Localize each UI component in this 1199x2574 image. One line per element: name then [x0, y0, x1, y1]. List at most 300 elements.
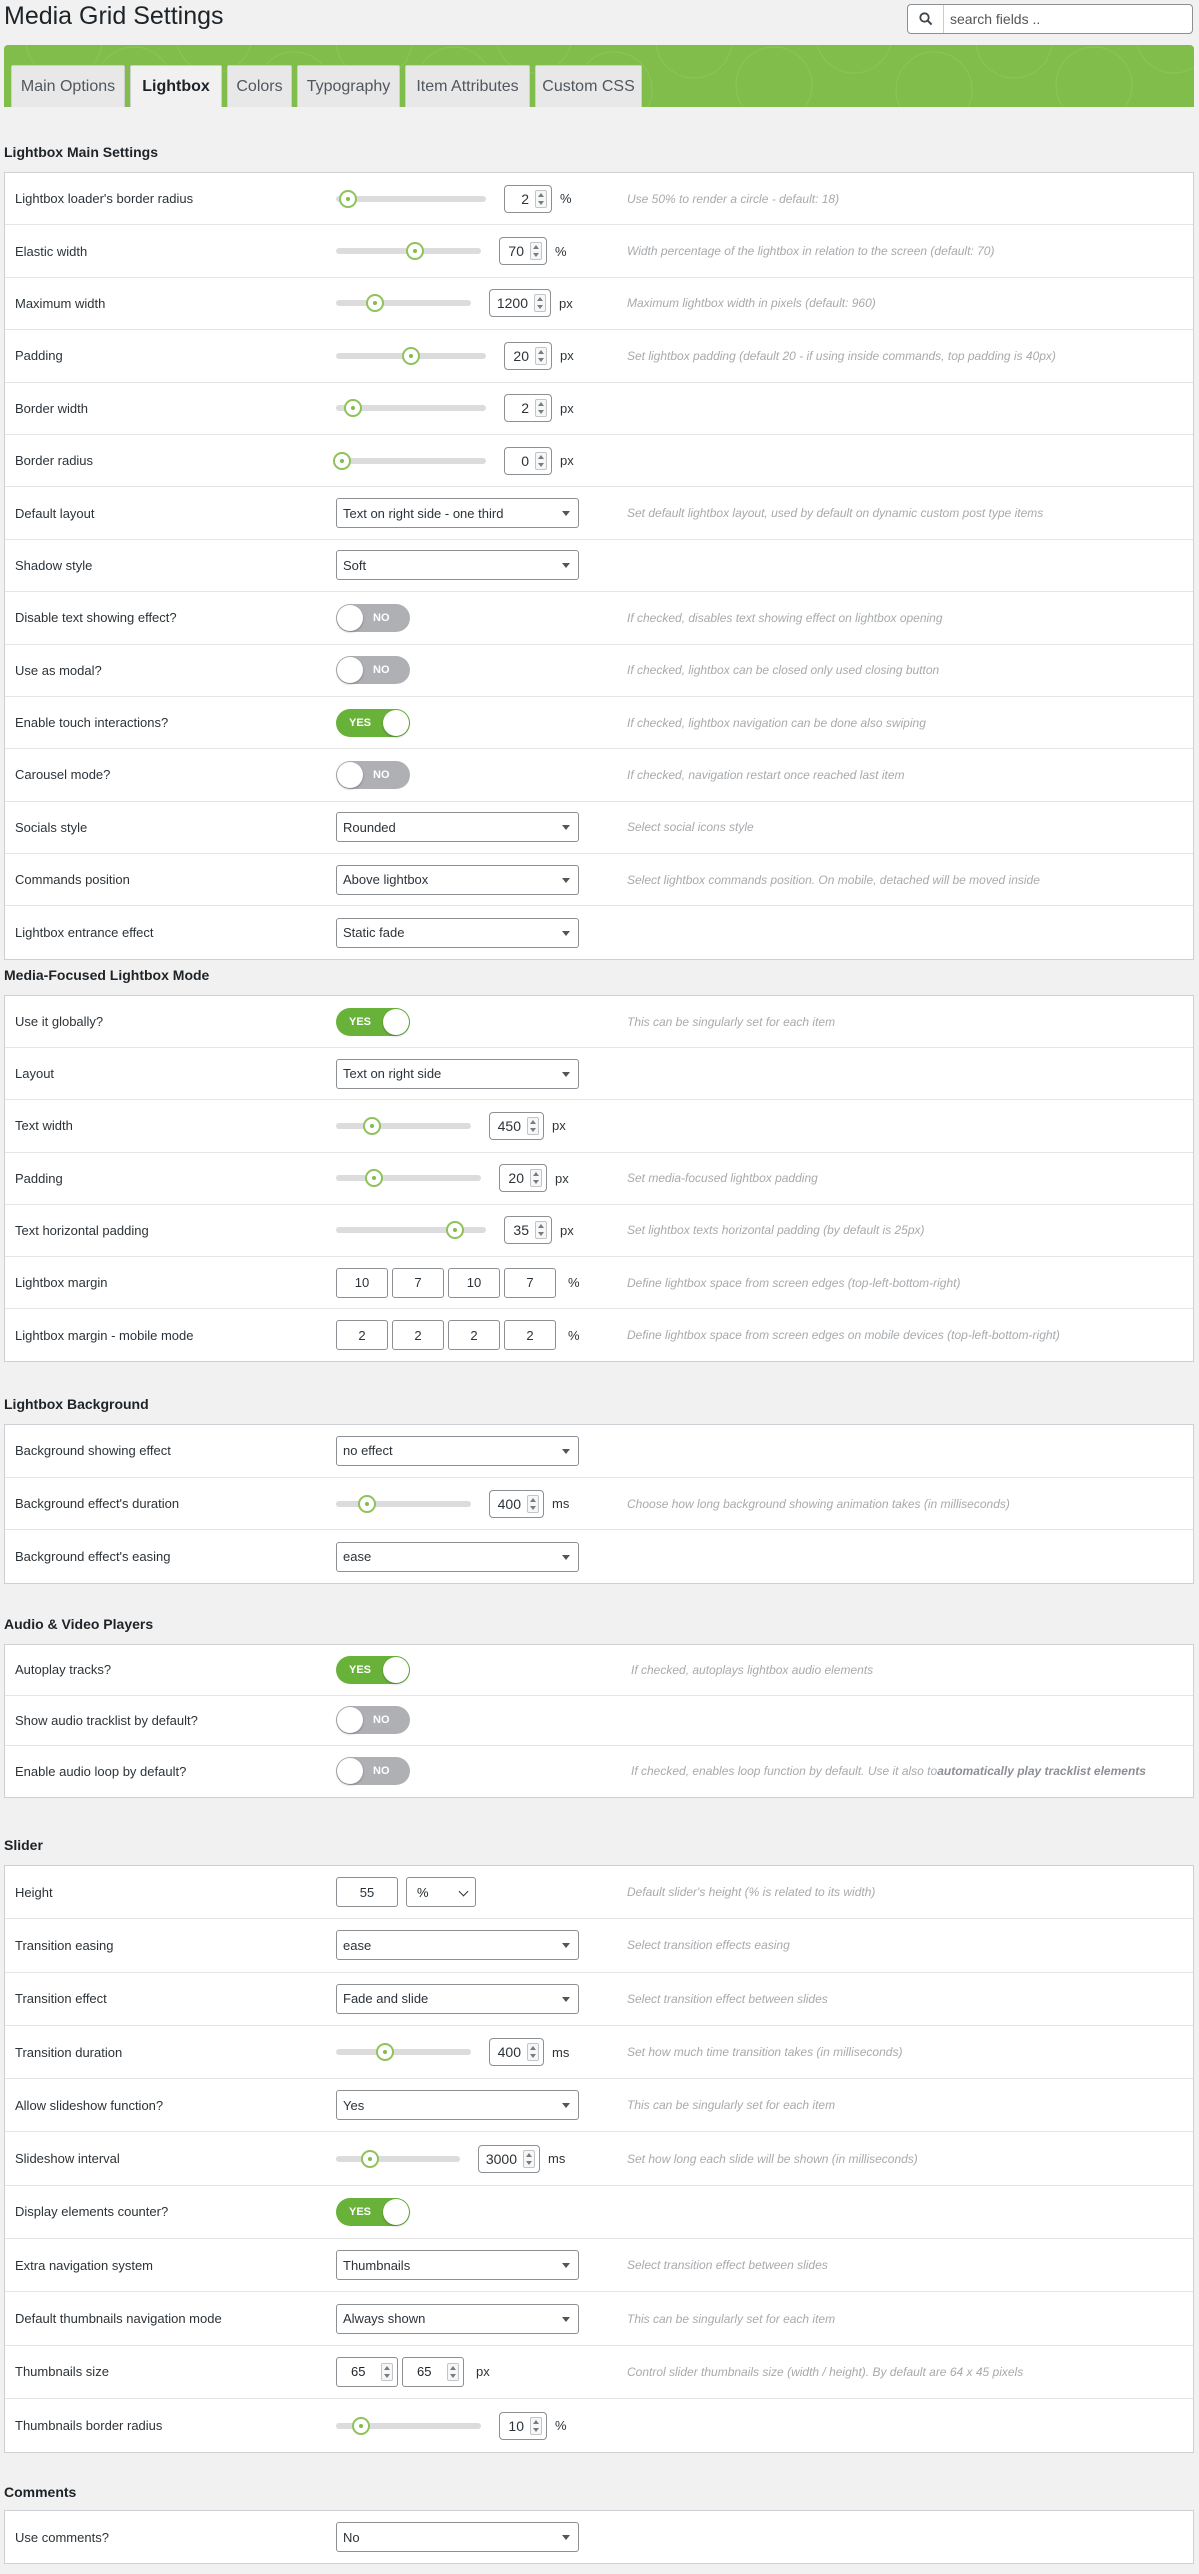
setting-label: Use comments?	[15, 2529, 109, 2545]
hint-text: Default slider's height (% is related to its width)	[627, 1885, 876, 1900]
setting-hint	[627, 1257, 961, 1308]
setting-row-extra-navigation-system	[5, 2239, 1193, 2292]
settings-panel	[4, 1424, 1194, 1584]
unit-label: ms	[552, 2044, 570, 2060]
setting-label: Disable text showing effect?	[15, 610, 177, 626]
setting-label: Commands position	[15, 872, 130, 888]
setting-label: Border radius	[15, 453, 94, 469]
hint-text: If checked, autoplays lightbox audio elements	[631, 1662, 874, 1677]
setting-hint	[627, 330, 1056, 381]
setting-label: Border width	[15, 400, 88, 416]
hint-text: If checked, lightbox navigation can be done also swiping	[627, 715, 926, 730]
slider-handle[interactable]	[339, 190, 357, 208]
setting-row-use-as-modal	[5, 645, 1193, 697]
setting-label: Thumbnails size	[15, 2364, 109, 2380]
number-input[interactable]: 450	[489, 1112, 544, 1140]
hint-text: Set how long each slide will be shown (in milliseconds)	[627, 2151, 918, 2166]
select-field[interactable]: ease	[336, 1542, 579, 1572]
number-input[interactable]: 20	[499, 1164, 547, 1192]
section-title: Comments	[4, 2484, 77, 2500]
slider-track[interactable]	[336, 1123, 471, 1129]
setting-row-lightbox-margin-mobile-mode	[5, 1309, 1193, 1361]
setting-control	[336, 1309, 580, 1361]
setting-hint	[627, 1205, 925, 1256]
setting-control	[336, 1478, 569, 1530]
setting-row-lightbox-margin	[5, 1257, 1193, 1309]
setting-row-background-effect-s-duration	[5, 1478, 1193, 1531]
setting-label: Height	[15, 1884, 53, 1900]
hint-text: Set default lightbox layout, used by default on dynamic custom post type items	[627, 506, 1044, 521]
setting-row-thumbnails-size	[5, 2346, 1193, 2399]
setting-control	[336, 1645, 410, 1695]
hint-text: Set lightbox texts horizontal padding (by default is 25px)	[627, 1223, 925, 1238]
slider-track[interactable]	[336, 458, 486, 464]
hint-text: Maximum lightbox width in pixels (default: 960)	[627, 296, 876, 311]
setting-control	[336, 749, 410, 800]
number-input[interactable]: 35	[504, 1216, 552, 1244]
slider-track[interactable]	[336, 2156, 460, 2162]
setting-label: Transition easing	[15, 1937, 114, 1953]
setting-hint	[627, 2239, 828, 2291]
setting-hint	[627, 802, 754, 853]
unit-label: px	[560, 400, 574, 416]
setting-hint	[627, 1309, 1060, 1361]
setting-row-background-effect-s-easing	[5, 1530, 1193, 1583]
toggle-state: NO	[373, 1765, 390, 1778]
select-field[interactable]: no effect	[336, 1436, 579, 1466]
hint-text: Choose how long background showing animation takes (in milliseconds)	[627, 1496, 1010, 1511]
setting-control	[336, 487, 579, 538]
hint-text: Select social icons style	[627, 820, 754, 835]
unit-label: ms	[548, 2151, 566, 2167]
setting-control	[336, 2511, 579, 2563]
setting-row-text-width	[5, 1100, 1193, 1152]
setting-row-socials-style	[5, 802, 1193, 854]
select-field[interactable]: Text on right side	[336, 1059, 579, 1089]
setting-label: Transition duration	[15, 2044, 123, 2060]
number-input[interactable]: 400	[489, 2038, 544, 2066]
select-field[interactable]: Static fade	[336, 918, 579, 948]
setting-control	[336, 645, 410, 696]
slider-track[interactable]	[336, 300, 471, 306]
hint-text: Set how much time transition takes (in milliseconds)	[627, 2045, 903, 2060]
margin-input-left[interactable]: 7	[392, 1268, 444, 1298]
setting-row-enable-touch-interactions	[5, 697, 1193, 749]
setting-hint	[627, 2026, 902, 2078]
toggle-knob	[337, 605, 363, 631]
setting-hint	[627, 278, 876, 329]
toggle-knob	[383, 2199, 409, 2225]
spinner-icon[interactable]	[527, 2043, 539, 2061]
hint-text: This can be singularly set for each item	[627, 2311, 836, 2326]
setting-row-lightbox-loader-s-border-radius	[5, 173, 1193, 225]
hint-text: This can be singularly set for each item	[627, 1014, 836, 1029]
setting-control	[336, 1205, 574, 1256]
toggle-state: NO	[373, 1714, 390, 1727]
toggle-switch[interactable]	[336, 709, 410, 737]
setting-row-enable-audio-loop-by-default	[5, 1746, 1193, 1797]
margin-input-right[interactable]: 7	[504, 1268, 556, 1298]
setting-control	[336, 802, 579, 853]
setting-row-maximum-width	[5, 278, 1193, 330]
setting-label: Padding	[15, 1170, 63, 1186]
setting-label: Background showing effect	[15, 1443, 171, 1459]
setting-label: Socials style	[15, 819, 88, 835]
spinner-icon[interactable]	[535, 190, 547, 208]
spinner-icon[interactable]	[535, 1221, 547, 1239]
setting-row-allow-slideshow-function	[5, 2079, 1193, 2132]
toggle-switch[interactable]	[336, 2198, 410, 2226]
setting-control	[336, 2292, 579, 2344]
number-input[interactable]: 400	[489, 1490, 544, 1518]
section-title: Lightbox Main Settings	[4, 144, 158, 160]
setting-label: Slideshow interval	[15, 2151, 120, 2167]
setting-row-shadow-style	[5, 540, 1193, 592]
setting-row-border-width	[5, 383, 1193, 435]
spinner-icon[interactable]	[523, 2150, 535, 2168]
toggle-knob	[337, 1758, 363, 1784]
setting-control	[336, 278, 573, 329]
setting-label: Layout	[15, 1066, 55, 1082]
unit-label: px	[552, 1118, 566, 1134]
tab-bar	[4, 45, 1194, 107]
spinner-icon[interactable]	[530, 2417, 542, 2435]
setting-row-background-showing-effect	[5, 1425, 1193, 1478]
setting-control	[336, 1866, 476, 1918]
setting-label: Padding	[15, 348, 63, 364]
number-input[interactable]: 0	[504, 447, 552, 475]
setting-control	[336, 1746, 410, 1797]
page-title: Media Grid Settings	[4, 2, 224, 30]
tab-lightbox[interactable]: Lightbox	[130, 65, 222, 107]
unit-label: px	[559, 295, 573, 311]
setting-label: Carousel mode?	[15, 767, 111, 783]
search-input[interactable]	[950, 10, 1180, 28]
toggle-switch[interactable]	[336, 1706, 410, 1734]
setting-label: Shadow style	[15, 557, 93, 573]
hint-text: Select transition effect between slides	[627, 2258, 828, 2273]
setting-control	[336, 1100, 566, 1151]
setting-hint	[631, 1645, 873, 1695]
margin-input-top[interactable]: 10	[336, 1268, 388, 1298]
setting-hint	[627, 996, 835, 1047]
settings-panel	[4, 172, 1194, 960]
thumb-height-input[interactable]	[402, 2357, 464, 2387]
setting-hint	[627, 1478, 1010, 1530]
setting-control	[336, 435, 574, 486]
hint-text: If checked, enables loop function by default. Use it also to	[631, 1764, 938, 1779]
section-title: Audio & Video Players	[4, 1616, 154, 1632]
slider-handle[interactable]	[366, 294, 384, 312]
setting-hint	[627, 487, 1043, 538]
number-input[interactable]: 1200	[489, 289, 551, 317]
tab-custom-css[interactable]: Custom CSS	[535, 65, 642, 107]
slider-track[interactable]	[336, 1501, 471, 1507]
toggle-switch[interactable]	[336, 656, 410, 684]
hint-text: Set lightbox padding (default 20 - if using inside commands, top padding is 40px)	[627, 348, 1056, 363]
unit-label: px	[476, 2364, 490, 2380]
setting-label: Default thumbnails navigation mode	[15, 2311, 222, 2327]
setting-hint	[627, 225, 994, 276]
setting-row-disable-text-showing-effect	[5, 592, 1193, 644]
margin-input-bottom[interactable]: 2	[448, 1320, 500, 1350]
setting-label: Lightbox loader's border radius	[15, 191, 194, 207]
spinner-icon[interactable]	[447, 2363, 459, 2381]
tab-main-options[interactable]: Main Options	[11, 65, 125, 107]
hint-text: Select lightbox commands position. On mobile, detached will be moved inside	[627, 872, 1040, 887]
spinner-icon[interactable]	[527, 1117, 539, 1135]
select-field[interactable]: Fade and slide	[336, 1984, 579, 2014]
toggle-switch[interactable]	[336, 604, 410, 632]
setting-control	[336, 1257, 580, 1308]
number-input[interactable]: 2	[504, 185, 552, 213]
setting-hint	[627, 854, 1040, 905]
spinner-icon[interactable]	[535, 347, 547, 365]
hint-text: Define lightbox space from screen edges on mobile devices (top-left-bottom-right)	[627, 1328, 1060, 1343]
number-value: 65	[417, 2364, 432, 2380]
setting-hint	[627, 2346, 1023, 2398]
select-field[interactable]: Above lightbox	[336, 865, 579, 895]
toggle-knob	[337, 762, 363, 788]
slider-track[interactable]	[336, 2423, 481, 2429]
slider-handle[interactable]	[344, 399, 362, 417]
hint-emphasis: automatically play tracklist elements	[937, 1764, 1146, 1779]
setting-hint	[627, 1866, 875, 1918]
unit-label: px	[555, 1170, 569, 1186]
setting-control	[336, 1919, 579, 1971]
setting-label: Text width	[15, 1118, 73, 1134]
toggle-knob	[383, 1009, 409, 1035]
setting-label: Thumbnails border radius	[15, 2418, 163, 2434]
setting-control	[336, 592, 410, 643]
setting-control	[336, 173, 572, 224]
slider-handle[interactable]	[402, 347, 420, 365]
setting-control	[336, 697, 410, 748]
setting-label: Use as modal?	[15, 662, 102, 678]
slider-track[interactable]	[336, 1227, 486, 1233]
margin-input-top[interactable]: 2	[336, 1320, 388, 1350]
toggle-knob	[383, 1657, 409, 1683]
unit-label: px	[560, 453, 574, 469]
slider-track[interactable]	[336, 1175, 481, 1181]
slider-handle[interactable]	[376, 2043, 394, 2061]
setting-label: Elastic width	[15, 243, 88, 259]
setting-control	[336, 330, 574, 381]
setting-label: Lightbox margin - mobile mode	[15, 1327, 194, 1343]
setting-label: Display elements counter?	[15, 2204, 169, 2220]
thumb-width-input[interactable]	[336, 2357, 398, 2387]
setting-control	[336, 854, 579, 905]
section-title: Media-Focused Lightbox Mode	[4, 967, 210, 983]
setting-control	[336, 1048, 579, 1099]
toggle-switch[interactable]	[336, 1656, 410, 1684]
setting-control	[336, 1530, 579, 1583]
unit-label: px	[560, 348, 574, 364]
select-field[interactable]: Rounded	[336, 812, 579, 842]
spinner-icon[interactable]	[530, 1169, 542, 1187]
search-icon[interactable]	[908, 5, 944, 33]
hint-text: Control slider thumbnails size (width / height). By default are 64 x 45 pixels	[627, 2364, 1024, 2379]
setting-label: Background effect's easing	[15, 1549, 171, 1565]
hint-text: Width percentage of the lightbox in relation to the screen (default: 70)	[627, 244, 995, 259]
setting-label: Enable audio loop by default?	[15, 1763, 187, 1779]
spinner-icon[interactable]	[530, 242, 542, 260]
hint-text: If checked, disables text showing effect on lightbox opening	[627, 610, 943, 625]
margin-input-bottom[interactable]: 10	[448, 1268, 500, 1298]
setting-row-commands-position	[5, 854, 1193, 906]
toggle-switch[interactable]	[336, 1008, 410, 1036]
settings-panel	[4, 995, 1194, 1362]
setting-control	[336, 2186, 410, 2238]
height-input[interactable]: 55	[336, 1877, 398, 1907]
setting-label: Maximum width	[15, 295, 106, 311]
spinner-icon[interactable]	[381, 2363, 393, 2381]
setting-row-autoplay-tracks	[5, 1645, 1193, 1696]
slider-track[interactable]	[336, 353, 486, 359]
setting-label: Allow slideshow function?	[15, 2097, 164, 2113]
hint-text: If checked, lightbox can be closed only used closing button	[627, 663, 940, 678]
setting-label: Text horizontal padding	[15, 1222, 149, 1238]
setting-row-transition-easing	[5, 1919, 1193, 1972]
toggle-switch[interactable]	[336, 761, 410, 789]
tab-item-attributes[interactable]: Item Attributes	[405, 65, 530, 107]
hint-text: Set media-focused lightbox padding	[627, 1171, 818, 1186]
setting-control	[336, 996, 410, 1047]
setting-row-text-horizontal-padding	[5, 1205, 1193, 1257]
toggle-state: NO	[373, 768, 390, 781]
setting-hint	[627, 2079, 835, 2131]
setting-label: Extra navigation system	[15, 2257, 154, 2273]
toggle-knob	[337, 657, 363, 683]
spinner-icon[interactable]	[527, 1495, 539, 1513]
setting-label: Background effect's duration	[15, 1496, 180, 1512]
setting-hint	[627, 1153, 818, 1204]
toggle-state: NO	[373, 664, 390, 677]
number-input[interactable]: 3000	[478, 2145, 540, 2173]
tab-colors[interactable]: Colors	[227, 65, 292, 107]
setting-control	[336, 383, 574, 434]
number-input[interactable]: 2	[504, 394, 552, 422]
unit-select[interactable]: %	[406, 1877, 476, 1907]
toggle-state: YES	[349, 2205, 372, 2218]
search-box[interactable]	[907, 4, 1193, 34]
slider-handle[interactable]	[352, 2417, 370, 2435]
slider-handle[interactable]	[446, 1221, 464, 1239]
setting-hint	[627, 697, 926, 748]
setting-row-thumbnails-border-radius	[5, 2399, 1193, 2452]
select-field[interactable]: Text on right side - one third	[336, 498, 579, 528]
select-field[interactable]: ease	[336, 1930, 579, 1960]
slider-track[interactable]	[336, 405, 486, 411]
spinner-icon[interactable]	[534, 294, 546, 312]
setting-label: Default layout	[15, 505, 95, 521]
select-field[interactable]: Thumbnails	[336, 2250, 579, 2280]
setting-row-border-radius	[5, 435, 1193, 487]
setting-control	[336, 2239, 579, 2291]
slider-handle[interactable]	[358, 1495, 376, 1513]
number-value: 65	[351, 2364, 366, 2380]
unit-label: px	[560, 1222, 574, 1238]
setting-control	[336, 2346, 490, 2398]
margin-input-right[interactable]: 2	[504, 1320, 556, 1350]
setting-row-transition-effect	[5, 1973, 1193, 2026]
toggle-state: YES	[349, 716, 372, 729]
settings-panel	[4, 1644, 1194, 1798]
unit-label: %	[568, 1327, 580, 1343]
setting-control	[336, 1153, 569, 1204]
hint-text: This can be singularly set for each item	[627, 2098, 836, 2113]
margin-input-left[interactable]: 2	[392, 1320, 444, 1350]
slider-track[interactable]	[336, 196, 486, 202]
toggle-switch[interactable]	[336, 1757, 410, 1785]
setting-row-display-elements-counter	[5, 2186, 1193, 2239]
settings-panel	[4, 1865, 1194, 2453]
unit-label: %	[568, 1275, 580, 1291]
select-field[interactable]: Soft	[336, 550, 579, 580]
number-input[interactable]: 20	[504, 342, 552, 370]
spinner-icon[interactable]	[535, 452, 547, 470]
setting-control	[336, 2079, 579, 2131]
slider-track[interactable]	[336, 248, 481, 254]
setting-control	[336, 1425, 579, 1477]
setting-hint	[627, 2292, 835, 2344]
unit-label: %	[555, 2418, 567, 2434]
setting-control	[336, 225, 567, 276]
hint-text: Use 50% to render a circle - default: 18)	[627, 191, 840, 206]
section-title: Slider	[4, 1837, 43, 1853]
setting-row-height	[5, 1866, 1193, 1919]
select-field[interactable]: No	[336, 2522, 579, 2552]
slider-handle[interactable]	[363, 1117, 381, 1135]
setting-control	[336, 906, 579, 958]
setting-hint	[627, 1973, 828, 2025]
number-input[interactable]: 10	[499, 2412, 547, 2440]
setting-control	[336, 2026, 569, 2078]
setting-hint	[627, 749, 904, 800]
select-field[interactable]: Yes	[336, 2090, 579, 2120]
slider-handle[interactable]	[361, 2150, 379, 2168]
tab-typography[interactable]: Typography	[297, 65, 400, 107]
setting-row-padding	[5, 1153, 1193, 1205]
setting-row-elastic-width	[5, 225, 1193, 277]
slider-handle[interactable]	[365, 1169, 383, 1187]
setting-hint	[631, 1746, 1146, 1797]
slider-handle[interactable]	[333, 452, 351, 470]
unit-label: %	[560, 191, 572, 207]
setting-label: Enable touch interactions?	[15, 715, 169, 731]
select-field[interactable]: Always shown	[336, 2304, 579, 2334]
setting-row-slideshow-interval	[5, 2132, 1193, 2185]
hint-text: Select transition effect between slides	[627, 1991, 828, 2006]
spinner-icon[interactable]	[535, 399, 547, 417]
setting-hint	[627, 645, 939, 696]
setting-control	[336, 540, 579, 591]
setting-row-use-comments	[5, 2511, 1193, 2563]
hint-text: If checked, navigation restart once reached last item	[627, 767, 905, 782]
setting-label: Use it globally?	[15, 1014, 104, 1030]
setting-row-default-thumbnails-navigation-mode	[5, 2292, 1193, 2345]
setting-row-show-audio-tracklist-by-default	[5, 1696, 1193, 1747]
toggle-state: NO	[373, 611, 390, 624]
slider-track[interactable]	[336, 2049, 471, 2055]
setting-hint	[627, 2132, 918, 2184]
setting-label: Show audio tracklist by default?	[15, 1712, 198, 1728]
number-input[interactable]: 70	[499, 237, 547, 265]
setting-hint	[627, 1919, 790, 1971]
toggle-state: YES	[349, 1015, 372, 1028]
slider-handle[interactable]	[406, 242, 424, 260]
setting-control	[336, 2132, 565, 2184]
